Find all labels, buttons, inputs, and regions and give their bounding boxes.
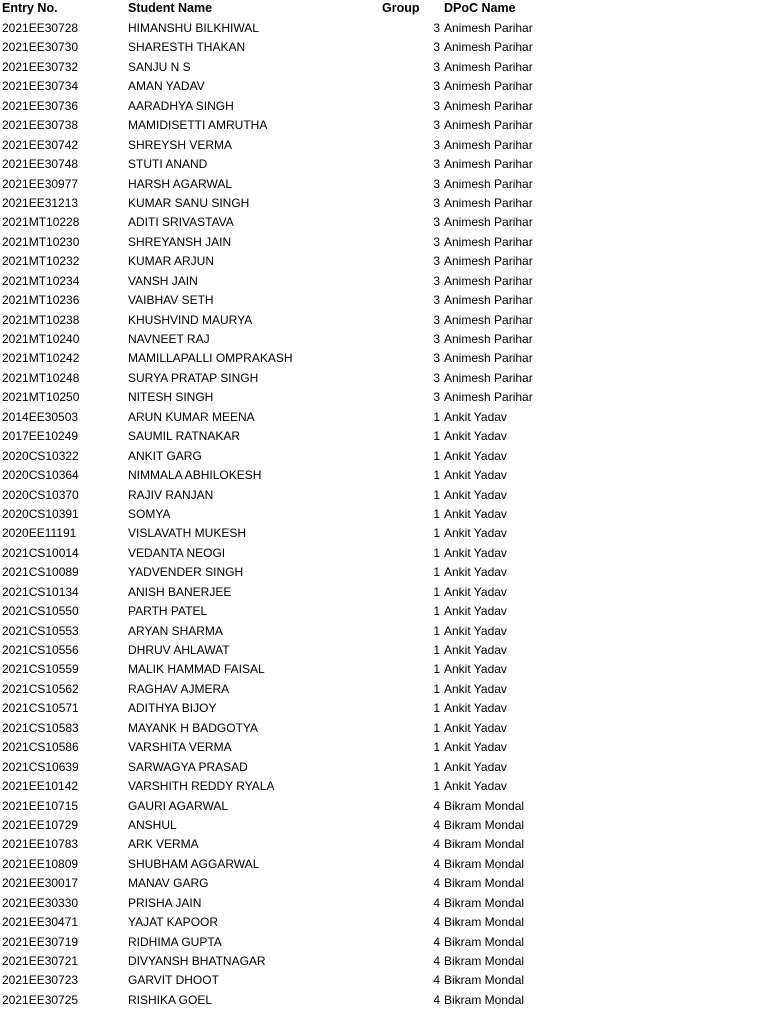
dpoc-name-cell: Ankit Yadav — [444, 604, 507, 619]
group-cell: 3 — [433, 40, 440, 55]
entry-no-cell: 2021CS10556 — [2, 643, 79, 657]
group-cell: 4 — [433, 934, 440, 949]
student-name-cell: KHUSHVIND MAURYA — [128, 312, 253, 327]
group-cell: 1 — [433, 565, 440, 580]
dpoc-name-cell: Ankit Yadav — [444, 565, 507, 580]
group-cell: 1 — [433, 409, 440, 424]
entry-no-cell: 2021EE30732 — [2, 59, 79, 74]
student-name-cell: SHREYSH VERMA — [128, 137, 233, 152]
student-name-cell: VARSHITH REDDY RYALA — [128, 779, 275, 794]
table-row — [0, 952, 768, 971]
student-name-cell: HARSH AGARWAL — [128, 176, 233, 191]
group-cell: 3 — [433, 234, 440, 249]
entry-no-cell: 2021MT10240 — [2, 332, 80, 346]
dpoc-name-cell: Animesh Parihar — [444, 79, 533, 94]
student-name-cell: DHRUV AHLAWAT — [128, 643, 230, 657]
table-row — [0, 136, 768, 155]
dpoc-name-cell: Bikram Mondal — [444, 915, 525, 930]
group-cell: 4 — [433, 895, 440, 910]
student-name-cell: PRISHA JAIN — [128, 895, 202, 910]
group-cell: 4 — [433, 798, 440, 813]
dpoc-name-cell: Animesh Parihar — [444, 293, 533, 308]
table-row — [0, 116, 768, 135]
entry-no-cell: 2021CS10559 — [2, 662, 79, 677]
dpoc-name-cell: Ankit Yadav — [444, 584, 507, 599]
group-cell: 3 — [433, 176, 440, 191]
dpoc-name-cell: Animesh Parihar — [444, 332, 533, 346]
dpoc-name-cell: Bikram Mondal — [444, 954, 525, 968]
entry-no-cell: 2021MT10228 — [2, 215, 80, 230]
student-name-cell: ANISH BANERJEE — [128, 584, 232, 599]
group-cell: 4 — [433, 837, 440, 852]
dpoc-name-cell: Bikram Mondal — [444, 817, 525, 832]
group-cell: 1 — [433, 759, 440, 774]
dpoc-name-cell: Animesh Parihar — [444, 98, 533, 113]
entry-no-cell: 2021EE10715 — [2, 798, 79, 813]
table-header-row — [0, 0, 768, 17]
entry-no-cell: 2021EE30730 — [2, 40, 79, 55]
group-cell: 3 — [433, 332, 440, 346]
table-row — [0, 874, 768, 893]
table-row — [0, 855, 768, 874]
entry-no-cell: 2021CS10014 — [2, 545, 79, 560]
entry-no-cell: 2021EE30723 — [2, 973, 79, 988]
group-cell: 3 — [433, 215, 440, 230]
entry-no-cell: 2021CS10550 — [2, 604, 79, 619]
dpoc-name-cell: Ankit Yadav — [444, 662, 507, 677]
student-name-cell: MANAV GARG — [128, 876, 209, 891]
student-name-cell: SARWAGYA PRASAD — [128, 759, 248, 774]
dpoc-name-cell: Bikram Mondal — [444, 973, 525, 988]
student-name-cell: ANSHUL — [128, 817, 177, 832]
entry-no-cell: 2021MT10230 — [2, 234, 80, 249]
entry-no-cell: 2021CS10571 — [2, 701, 79, 716]
table-row — [0, 349, 768, 368]
student-name-cell: VEDANTA NEOGI — [128, 545, 226, 560]
group-cell: 1 — [433, 643, 440, 657]
dpoc-name-cell: Ankit Yadav — [444, 720, 507, 735]
table-row — [0, 622, 768, 641]
student-name-cell: ARYAN SHARMA — [128, 623, 223, 638]
group-cell: 4 — [433, 915, 440, 930]
entry-no-cell: 2021CS10089 — [2, 565, 79, 580]
table-row — [0, 252, 768, 271]
group-cell: 4 — [433, 973, 440, 988]
student-name-cell: ARK VERMA — [128, 837, 199, 852]
entry-no-cell: 2021EE10809 — [2, 856, 79, 871]
entry-no-cell: 2021EE30721 — [2, 954, 79, 968]
dpoc-name-cell: Animesh Parihar — [444, 176, 533, 191]
entry-no-cell: 2021EE30725 — [2, 992, 79, 1007]
student-name-cell: ANKIT GARG — [128, 448, 202, 463]
entry-no-cell: 2021MT10248 — [2, 370, 80, 385]
table-body — [0, 19, 768, 1010]
entry-no-cell: 2017EE10249 — [2, 429, 79, 444]
group-cell: 1 — [433, 429, 440, 444]
student-name-cell: ARUN KUMAR MEENA — [128, 409, 255, 424]
group-cell: 4 — [433, 992, 440, 1007]
group-cell: 1 — [433, 584, 440, 599]
table-row — [0, 680, 768, 699]
table-row — [0, 699, 768, 718]
table-row — [0, 641, 768, 660]
entry-no-cell: 2021CS10639 — [2, 759, 79, 774]
dpoc-name-cell: Ankit Yadav — [444, 448, 507, 463]
dpoc-name-cell: Animesh Parihar — [444, 254, 533, 269]
entry-no-cell: 2021EE30734 — [2, 79, 79, 94]
entry-no-cell: 2021CS10553 — [2, 623, 79, 638]
student-name-cell: SHARESTH THAKAN — [128, 40, 246, 55]
student-name-cell: RAGHAV AJMERA — [128, 681, 230, 696]
group-cell: 3 — [433, 21, 440, 35]
entry-no-cell: 2021EE10783 — [2, 837, 79, 852]
group-cell: 3 — [433, 273, 440, 288]
table-row — [0, 583, 768, 602]
student-name-cell: VANSH JAIN — [128, 273, 198, 288]
group-cell: 1 — [433, 681, 440, 696]
entry-no-cell: 2021MT10250 — [2, 390, 80, 405]
student-name-cell: SAUMIL RATNAKAR — [128, 429, 241, 444]
group-cell: 1 — [433, 506, 440, 521]
entry-no-cell: 2021MT10238 — [2, 312, 80, 327]
table-row — [0, 330, 768, 349]
table-row — [0, 408, 768, 427]
student-name-cell: PARTH PATEL — [128, 604, 208, 619]
dpoc-name-cell: Ankit Yadav — [444, 487, 507, 502]
group-cell: 3 — [433, 79, 440, 94]
entry-no-cell: 2021EE30738 — [2, 118, 79, 133]
entry-no-cell: 2021MT10232 — [2, 254, 80, 269]
dpoc-name-cell: Animesh Parihar — [444, 21, 533, 35]
group-cell: 3 — [433, 312, 440, 327]
student-name-cell: AARADHYA SINGH — [128, 98, 234, 113]
student-name-cell: STUTI ANAND — [128, 157, 208, 172]
dpoc-name-cell: Bikram Mondal — [444, 895, 525, 910]
table-row — [0, 816, 768, 835]
entry-no-cell: 2021MT10236 — [2, 293, 80, 308]
group-cell: 3 — [433, 157, 440, 172]
entry-no-cell: 2020CS10370 — [2, 487, 79, 502]
group-cell: 3 — [433, 351, 440, 366]
table-row — [0, 311, 768, 330]
group-cell: 1 — [433, 448, 440, 463]
entry-no-cell: 2021MT10234 — [2, 273, 80, 288]
entry-no-cell: 2021MT10242 — [2, 351, 80, 366]
dpoc-name-cell: Bikram Mondal — [444, 837, 525, 852]
dpoc-name-cell: Animesh Parihar — [444, 370, 533, 385]
group-cell: 1 — [433, 779, 440, 794]
dpoc-name-cell: Ankit Yadav — [444, 643, 507, 657]
student-name-cell: AMAN YADAV — [128, 79, 205, 94]
table-row — [0, 175, 768, 194]
table-row — [0, 466, 768, 485]
dpoc-name-cell: Bikram Mondal — [444, 798, 525, 813]
entry-no-cell: 2020CS10391 — [2, 506, 79, 521]
student-name-cell: KUMAR SANU SINGH — [128, 195, 250, 210]
table-row — [0, 486, 768, 505]
table-row — [0, 427, 768, 446]
dpoc-name-cell: Animesh Parihar — [444, 312, 533, 327]
student-name-cell: SURYA PRATAP SINGH — [128, 370, 259, 385]
table-row — [0, 835, 768, 854]
table-row — [0, 97, 768, 116]
dpoc-name-cell: Ankit Yadav — [444, 701, 507, 716]
entry-no-cell: 2021EE30330 — [2, 895, 79, 910]
table-row — [0, 38, 768, 57]
dpoc-name-cell: Bikram Mondal — [444, 934, 525, 949]
dpoc-name-cell: Ankit Yadav — [444, 526, 507, 541]
entry-no-cell: 2021EE30977 — [2, 176, 79, 191]
student-name-cell: YAJAT KAPOOR — [128, 915, 219, 930]
group-cell: 3 — [433, 118, 440, 133]
table-row — [0, 933, 768, 952]
entry-no-cell: 2020CS10322 — [2, 448, 79, 463]
group-cell: 1 — [433, 720, 440, 735]
table-row — [0, 388, 768, 407]
table-row — [0, 758, 768, 777]
dpoc-name-cell: Ankit Yadav — [444, 740, 507, 755]
entry-no-cell: 2021CS10562 — [2, 681, 79, 696]
dpoc-name-cell: Animesh Parihar — [444, 195, 533, 210]
table-row — [0, 971, 768, 990]
student-name-cell: VAIBHAV SETH — [128, 293, 214, 308]
table-row — [0, 777, 768, 796]
table-row — [0, 272, 768, 291]
student-name-cell: ADITHYA BIJOY — [128, 701, 217, 716]
student-name-cell: VARSHITA VERMA — [128, 740, 232, 755]
table-row — [0, 213, 768, 232]
table-row — [0, 602, 768, 621]
student-name-cell: HIMANSHU BILKHIWAL — [128, 21, 259, 35]
entry-no-cell: 2021EE30728 — [2, 21, 79, 35]
entry-no-cell: 2020EE11191 — [2, 526, 77, 541]
header-student-name: Student Name — [128, 1, 213, 15]
group-cell: 3 — [433, 390, 440, 405]
group-cell: 3 — [433, 293, 440, 308]
table-row — [0, 524, 768, 543]
dpoc-name-cell: Ankit Yadav — [444, 759, 507, 774]
student-name-cell: MALIK HAMMAD FAISAL — [128, 662, 265, 677]
group-cell: 1 — [433, 701, 440, 716]
dpoc-name-cell: Ankit Yadav — [444, 623, 507, 638]
student-name-cell: MAMIDISETTI AMRUTHA — [128, 118, 268, 133]
table-row — [0, 369, 768, 388]
group-cell: 3 — [433, 195, 440, 210]
group-cell: 1 — [433, 604, 440, 619]
group-cell: 4 — [433, 856, 440, 871]
entry-no-cell: 2014EE30503 — [2, 409, 79, 424]
table-row — [0, 505, 768, 524]
table-row — [0, 738, 768, 757]
table-row — [0, 991, 768, 1010]
group-cell: 1 — [433, 662, 440, 677]
entry-no-cell: 2021EE30748 — [2, 157, 79, 172]
group-cell: 1 — [433, 740, 440, 755]
entry-no-cell: 2021CS10134 — [2, 584, 79, 599]
dpoc-name-cell: Animesh Parihar — [444, 137, 533, 152]
table-row — [0, 194, 768, 213]
table-row — [0, 660, 768, 679]
table-row — [0, 58, 768, 77]
table-row — [0, 155, 768, 174]
student-name-cell: NIMMALA ABHILOKESH — [128, 468, 262, 483]
student-name-cell: RIDHIMA GUPTA — [128, 934, 222, 949]
group-cell: 1 — [433, 526, 440, 541]
group-cell: 4 — [433, 954, 440, 968]
student-name-cell: GAURI AGARWAL — [128, 798, 229, 813]
dpoc-name-cell: Ankit Yadav — [444, 779, 507, 794]
table-row — [0, 544, 768, 563]
student-name-cell: VISLAVATH MUKESH — [128, 526, 247, 541]
student-name-cell: RAJIV RANJAN — [128, 487, 214, 502]
student-name-cell: SANJU N S — [128, 59, 191, 74]
table-row — [0, 563, 768, 582]
entry-no-cell: 2021EE30736 — [2, 98, 79, 113]
group-cell: 3 — [433, 370, 440, 385]
dpoc-name-cell: Ankit Yadav — [444, 506, 507, 521]
header-dpoc-name: DPoC Name — [444, 1, 516, 15]
dpoc-name-cell: Animesh Parihar — [444, 234, 533, 249]
group-cell: 4 — [433, 817, 440, 832]
student-name-cell: KUMAR ARJUN — [128, 254, 215, 269]
entry-no-cell: 2021EE30471 — [2, 915, 79, 930]
dpoc-name-cell: Bikram Mondal — [444, 856, 525, 871]
dpoc-name-cell: Animesh Parihar — [444, 273, 533, 288]
entry-no-cell: 2021CS10586 — [2, 740, 79, 755]
group-cell: 1 — [433, 468, 440, 483]
dpoc-name-cell: Animesh Parihar — [444, 40, 533, 55]
entry-no-cell: 2021EE10729 — [2, 817, 79, 832]
entry-no-cell: 2021EE30719 — [2, 934, 79, 949]
student-name-cell: YADVENDER SINGH — [128, 565, 244, 580]
dpoc-name-cell: Ankit Yadav — [444, 681, 507, 696]
table-row — [0, 291, 768, 310]
dpoc-name-cell: Ankit Yadav — [444, 409, 507, 424]
group-cell: 1 — [433, 545, 440, 560]
group-cell: 3 — [433, 59, 440, 74]
group-cell: 1 — [433, 623, 440, 638]
table-row — [0, 913, 768, 932]
group-cell: 3 — [433, 137, 440, 152]
table-row — [0, 77, 768, 96]
table-row — [0, 719, 768, 738]
group-cell: 3 — [433, 98, 440, 113]
student-name-cell: SHUBHAM AGGARWAL — [128, 856, 260, 871]
dpoc-name-cell: Animesh Parihar — [444, 59, 533, 74]
entry-no-cell: 2021CS10583 — [2, 720, 79, 735]
student-name-cell: SOMYA — [128, 506, 171, 521]
student-name-cell: DIVYANSH BHATNAGAR — [128, 954, 266, 968]
group-cell: 1 — [433, 487, 440, 502]
student-name-cell: NITESH SINGH — [128, 390, 214, 405]
dpoc-name-cell: Ankit Yadav — [444, 545, 507, 560]
table-row — [0, 447, 768, 466]
dpoc-name-cell: Animesh Parihar — [444, 351, 533, 366]
student-name-cell: GARVIT DHOOT — [128, 973, 219, 988]
student-name-cell: MAMILLAPALLI OMPRAKASH — [128, 351, 293, 366]
dpoc-name-cell: Animesh Parihar — [444, 215, 533, 230]
dpoc-name-cell: Bikram Mondal — [444, 876, 525, 891]
group-cell: 4 — [433, 876, 440, 891]
table-row — [0, 233, 768, 252]
entry-no-cell: 2021EE10142 — [2, 779, 79, 794]
entry-no-cell: 2021EE30017 — [2, 876, 79, 891]
header-group: Group — [382, 1, 420, 15]
dpoc-name-cell: Animesh Parihar — [444, 118, 533, 133]
entry-no-cell: 2020CS10364 — [2, 468, 79, 483]
group-cell: 3 — [433, 254, 440, 269]
dpoc-name-cell: Ankit Yadav — [444, 468, 507, 483]
student-name-cell: NAVNEET RAJ — [128, 332, 210, 346]
entry-no-cell: 2021EE30742 — [2, 137, 79, 152]
student-name-cell: MAYANK H BADGOTYA — [128, 720, 259, 735]
dpoc-name-cell: Ankit Yadav — [444, 429, 507, 444]
student-name-cell: SHREYANSH JAIN — [128, 234, 232, 249]
table-row — [0, 19, 768, 38]
dpoc-name-cell: Animesh Parihar — [444, 390, 533, 405]
student-name-cell: ADITI SRIVASTAVA — [128, 215, 234, 230]
table-row — [0, 894, 768, 913]
student-name-cell: RISHIKA GOEL — [128, 992, 213, 1007]
header-entry-no: Entry No. — [2, 1, 58, 15]
entry-no-cell: 2021EE31213 — [2, 195, 79, 210]
dpoc-name-cell: Animesh Parihar — [444, 157, 533, 172]
dpoc-name-cell: Bikram Mondal — [444, 992, 525, 1007]
table-row — [0, 797, 768, 816]
